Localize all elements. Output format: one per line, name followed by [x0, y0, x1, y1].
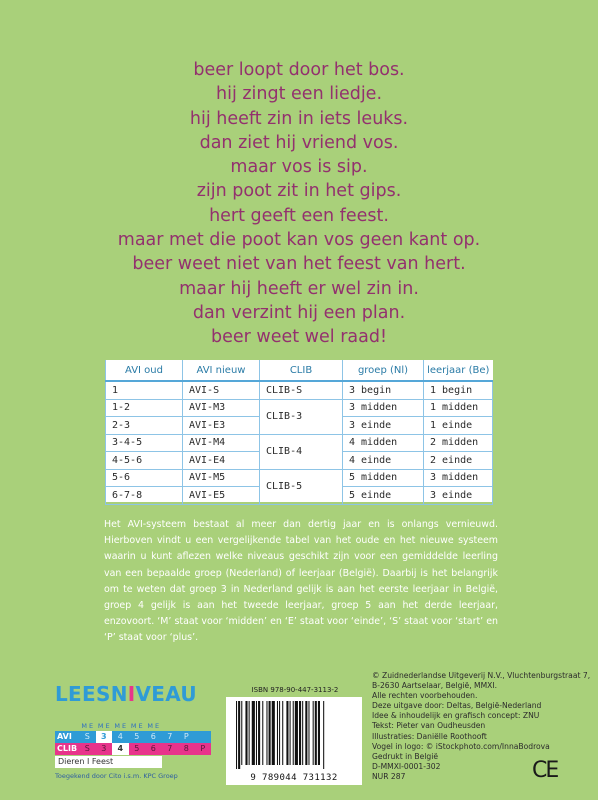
cell-avi-oud: 1: [106, 381, 183, 399]
colophon-line: NUR 287: [372, 771, 406, 781]
barcode: [226, 697, 362, 785]
cell-leerjaar: 3 einde: [424, 487, 493, 505]
barcode-bar: [295, 701, 298, 765]
clib-row: [55, 743, 211, 755]
header-clib: CLIB: [260, 360, 343, 381]
barcode-bar: [236, 701, 237, 769]
cell-avi-oud: 2-3: [106, 417, 183, 435]
table-row: [106, 469, 493, 487]
header-avi-nieuw: AVI nieuw: [183, 360, 260, 381]
poem-line: hij heeft zin in iets leuks.: [189, 108, 409, 129]
avi-cell-highlight: 3: [96, 731, 113, 743]
barcode-bar: [299, 701, 301, 765]
poem-line: beer weet wel raad!: [211, 327, 387, 348]
avi-cell: 7: [167, 732, 173, 741]
cell-groep: 3 begin: [343, 381, 424, 399]
table-row: [106, 434, 493, 452]
theme-label: Dieren I Feest: [55, 756, 162, 768]
cell-groep: 3 midden: [343, 399, 424, 417]
avi-explanation: [104, 517, 498, 647]
cell-leerjaar: 2 midden: [424, 434, 493, 452]
poem-line: beer weet niet van het feest van hert.: [132, 254, 466, 275]
barcode-bar: [249, 701, 250, 765]
me-label: M E: [114, 722, 127, 730]
barcode-bar: [313, 701, 314, 765]
barcode-bar: [318, 701, 320, 765]
barcode-bar: [286, 701, 288, 765]
header-leerjaar: leerjaar (Be): [424, 360, 493, 381]
clib-cell: P: [200, 744, 206, 753]
barcode-bar: [258, 701, 260, 765]
barcode-bar: [277, 701, 278, 765]
poem-line: dan ziet hij vriend vos.: [199, 132, 399, 153]
me-label: M E: [130, 722, 143, 730]
cell-groep: 5 midden: [343, 469, 424, 487]
avi-comparison-table: [105, 360, 493, 502]
colophon-line: © Zuidnederlandse Uitgeverij N.V., Vluchtenburgstraat 7,: [372, 671, 591, 680]
barcode-bar: [323, 701, 324, 769]
avi-cell: 5: [134, 732, 140, 741]
cell-avi-nieuw: AVI-M4: [183, 434, 260, 452]
cell-leerjaar: 2 einde: [424, 452, 493, 470]
clib-cell: 8: [183, 744, 189, 753]
barcode-bar: [266, 701, 267, 765]
clib-cell: S: [84, 744, 90, 753]
avi-cell: S: [84, 732, 90, 741]
clib-cell: 6: [150, 744, 156, 753]
me-label: M E: [81, 722, 94, 730]
poem-line: hij zingt een liedje.: [215, 84, 383, 105]
ce-mark: CE: [532, 758, 558, 783]
cell-avi-nieuw: AVI-E4: [183, 452, 260, 470]
poem-line: maar met die poot kan vos geen kant op.: [117, 230, 481, 251]
approval-note: Toegekend door Cito i.s.m. KPC Groep: [55, 772, 178, 780]
avi-label: AVI: [57, 732, 72, 741]
logo-part: N: [110, 682, 128, 706]
cell-avi-oud: 6-7-8: [106, 487, 183, 505]
barcode-bar: [315, 701, 317, 765]
cell-leerjaar: 1 begin: [424, 381, 493, 399]
clib-cell: 7: [167, 744, 173, 753]
barcode-bar: [241, 701, 242, 765]
barcode-bar: [245, 701, 247, 765]
cell-avi-nieuw: AVI-M3: [183, 399, 260, 417]
cell-avi-nieuw: AVI-E5: [183, 487, 260, 505]
poem-line: zijn poot zit in het gips.: [196, 181, 402, 202]
me-label: M E: [97, 722, 110, 730]
avi-explanation-text: Het AVI-systeem bestaat al meer dan dertig jaar en is onlangs vernieuwd. Hierboven vindt u een vergelijkende tabel van het oude en het nieuwe systeem waarin u kunt aflezen welke niveaus geschikt zijn voor een gemiddelde leerling van een bepaalde groep (Nederland) of leerjaar (België). Daarbij is het belangrijk om te weten dat groep 3 in Nederland gelijk is aan het eerste leerjaar in België, groep 4 gelijk is aan het tweede leerjaar, groep 5 aan het derde leerjaar, enzovoort. ‘M’ staat voor ‘midden’ en ‘E’ staat voor ‘einde’, ‘S’ staat voor ‘start’ en ‘P’ staat voor ‘plus’.: [104, 519, 498, 644]
header-avi-oud: AVI oud: [106, 360, 183, 381]
me-row: [55, 722, 211, 731]
cell-avi-nieuw: AVI-S: [183, 381, 260, 399]
poem-line: beer loopt door het bos.: [193, 60, 405, 80]
barcode-bar: [272, 701, 275, 765]
poem-line: dan verzint hij een plan.: [192, 302, 406, 323]
barcode-bar: [256, 701, 257, 765]
cell-avi-oud: 4-5-6: [106, 452, 183, 470]
avi-cell: 6: [150, 732, 156, 741]
barcode-bar: [252, 701, 255, 765]
logo-part: VEAU: [135, 682, 197, 706]
clib-label: CLIB: [57, 744, 78, 753]
poem-line: maar vos is sip.: [230, 157, 368, 178]
cell-avi-nieuw: AVI-E3: [183, 417, 260, 435]
barcode-bar: [302, 701, 303, 765]
poem-line: hert geeft een feest.: [209, 205, 389, 226]
barcode-digits: 9 789044 731132: [250, 773, 338, 783]
colophon-line: Deze uitgave door: Deltas, België-Nederland: [372, 701, 542, 711]
colophon-line: Vogel in logo: © iStockphoto.com/InnaBodrova: [372, 741, 550, 751]
cell-avi-oud: 1-2: [106, 399, 183, 417]
cell-leerjaar: 1 einde: [424, 417, 493, 435]
cell-avi-nieuw: AVI-M5: [183, 469, 260, 487]
table-row: [106, 399, 493, 417]
colophon-line: Idee & inhoudelijk en grafisch concept: ZNU: [372, 711, 540, 721]
cell-clib: CLIB-4: [260, 434, 343, 469]
logo-part: LEES: [55, 682, 111, 706]
header-groep: groep (Nl): [343, 360, 424, 381]
barcode-bar: [305, 701, 307, 765]
barcode-bar: [308, 701, 309, 765]
avi-cell: P: [183, 732, 189, 741]
cell-leerjaar: 1 midden: [424, 399, 493, 417]
colophon-line: Gedrukt in België: [372, 751, 439, 761]
cell-avi-oud: 5-6: [106, 469, 183, 487]
cell-clib: CLIB-5: [260, 469, 343, 504]
avi-level-scale: [55, 722, 211, 755]
table-header-row: [106, 360, 493, 381]
cell-groep: 4 midden: [343, 434, 424, 452]
clib-cell: 5: [134, 744, 140, 753]
cell-avi-oud: 3-4-5: [106, 434, 183, 452]
logo-part: I: [127, 682, 136, 706]
colophon-line: D-MMXI-0001-302: [372, 761, 441, 771]
me-label: M E: [147, 722, 160, 730]
barcode-bar: [269, 701, 271, 765]
avi-row: [55, 731, 211, 743]
poem: [0, 58, 598, 350]
barcode-bars: [226, 697, 362, 771]
barcode-bar: [293, 701, 294, 765]
isbn-label: ISBN 978-90-447-3113-2: [251, 686, 339, 694]
avi-cell: 4: [117, 732, 123, 741]
barcode-bar: [262, 701, 263, 765]
clib-cell: 3: [101, 744, 107, 753]
cell-leerjaar: 3 midden: [424, 469, 493, 487]
barcode-bar: [238, 701, 240, 769]
colophon-line: Illustraties: Daniëlle Roothooft: [372, 731, 487, 741]
clib-cell-highlight: 4: [112, 743, 129, 755]
poem-line: maar hij heeft er wel zin in.: [179, 278, 419, 299]
cell-groep: 4 einde: [343, 452, 424, 470]
barcode-bar: [282, 701, 283, 765]
table-row: [106, 381, 493, 399]
cell-clib: CLIB-3: [260, 399, 343, 434]
colophon-line: B-2630 Aartselaar, België, MMXI.: [372, 681, 498, 691]
barcode-bar: [279, 701, 280, 765]
cell-groep: 5 einde: [343, 487, 424, 505]
barcode-bar: [290, 701, 291, 765]
colophon-line: Alle rechten voorbehouden.: [372, 691, 478, 701]
cell-groep: 3 einde: [343, 417, 424, 435]
leesniveau-logo: [55, 682, 197, 706]
cell-clib: CLIB-S: [260, 381, 343, 399]
colophon-line: Tekst: Pieter van Oudheusden: [372, 721, 486, 731]
